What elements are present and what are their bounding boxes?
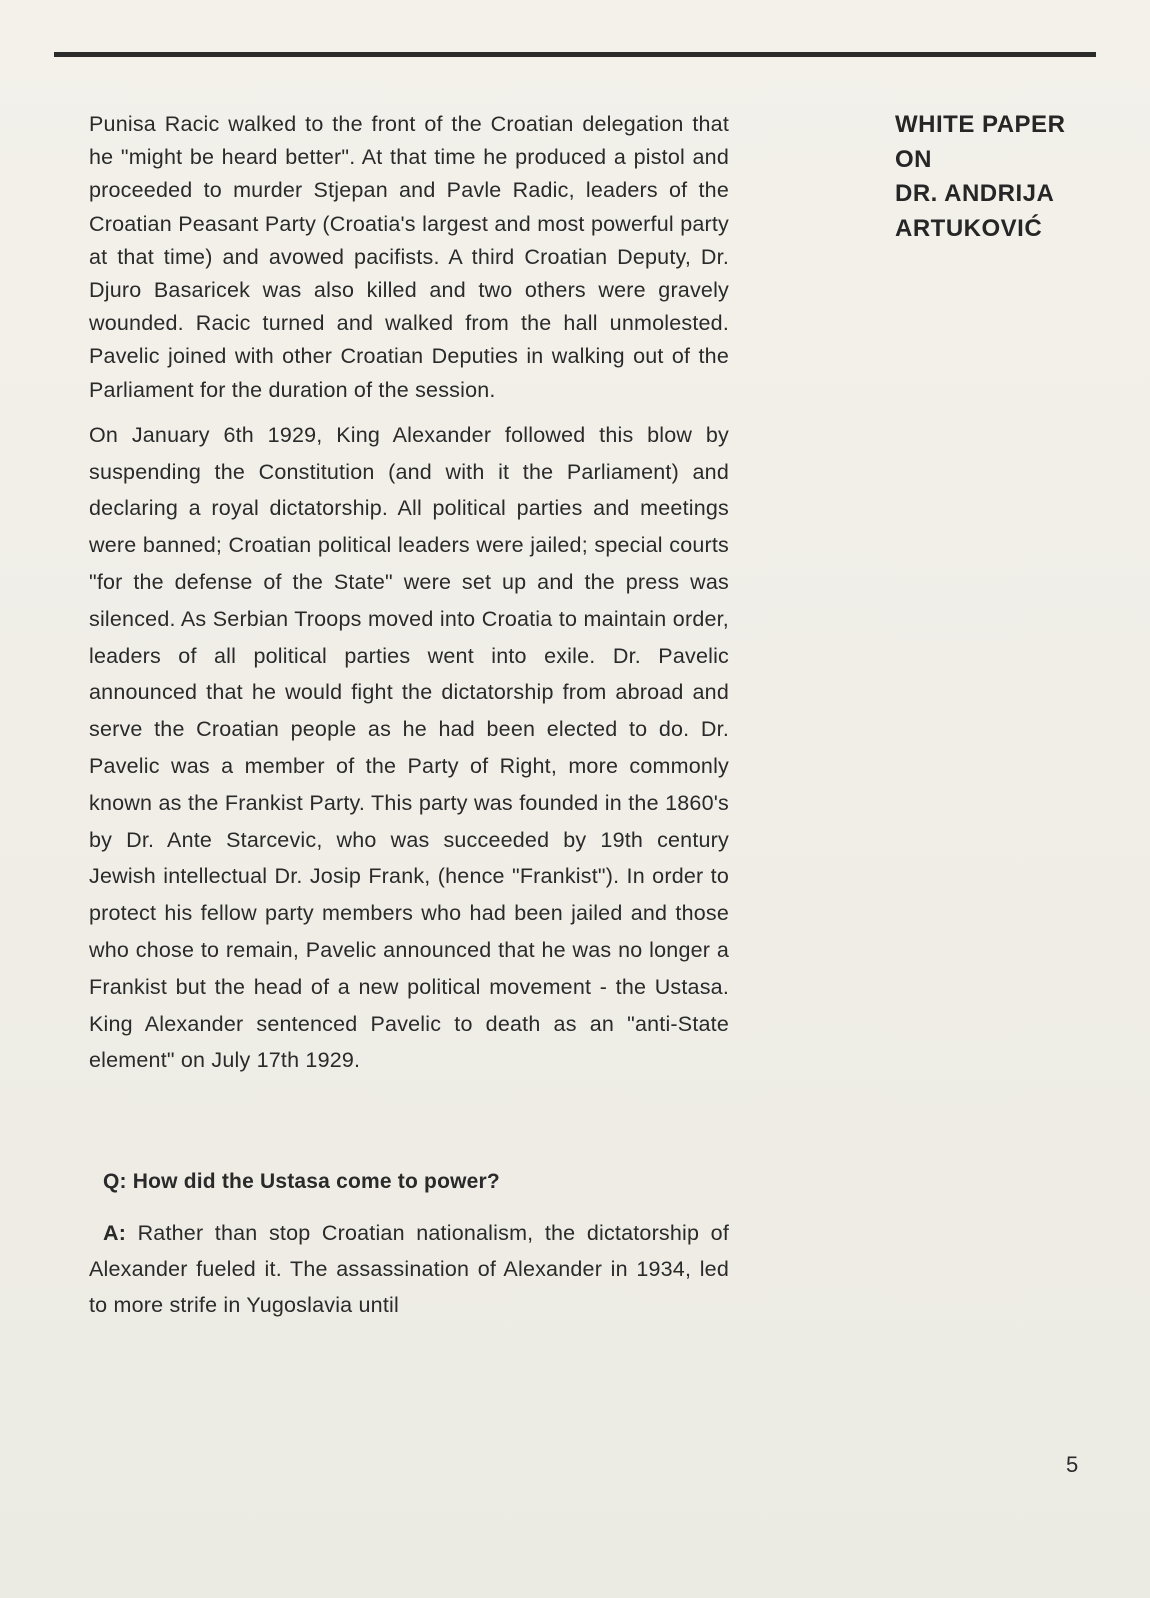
side-title-line-4: ARTUKOVIĆ (895, 214, 1043, 242)
question-heading: Q: How did the Ustasa come to power? (103, 1170, 500, 1194)
side-title (895, 108, 1135, 246)
answer-paragraph (89, 1215, 729, 1323)
top-horizontal-rule (54, 52, 1096, 57)
answer-label: A: (103, 1221, 127, 1246)
side-title-line-3: DR. ANDRIJA (895, 180, 1055, 207)
paragraph-assassination: Punisa Racic walked to the front of the Croatian delegation that he "might be heard better". At that time he produced a pistol and proceeded to murder Stjepan and Pavle Radic, leaders of the Croatian Peasant Party (Croatia's largest and most powerful party at that time) and avowed pacifists. A third Croatian Deputy, Dr. Djuro Basaricek was also killed and two others were gravely wounded. Racic turned and walked from the hall unmolested. Pavelic joined with other Croatian Deputies in walking out of the Parliament for the duration of the session. (89, 112, 729, 402)
main-text-column (89, 108, 729, 1323)
side-title-line-2: ON (895, 145, 932, 173)
answer-text: Rather than stop Croatian nationalism, the dictatorship of Alexander fueled it. The assassination of Alexander in 1934, led to more strife in Yugoslavia until (89, 1221, 729, 1318)
paragraph-dictatorship: On January 6th 1929, King Alexander followed this blow by suspending the Constitution (and with it the Parliament) and declaring a royal dictatorship. All political parties and meetings were banned; Croatian political leaders were jailed; special courts "for the defense of the State" were set up and the press was silenced. As Serbian Troops moved into Croatia to maintain order, leaders of all political parties went into exile. Dr. Pavelic announced that he would fight the dictatorship from abroad and serve the Croatian people as he had been elected to do. Dr. Pavelic was a member of the Party of Right, more commonly known as the Frankist Party. This party was founded in the 1860's by Dr. Ante Starcevic, who was succeeded by 19th century Jewish intellectual Dr. Josip Frank, (hence "Frankist"). In order to protect his fellow party members who had been jailed and those who chose to remain, Pavelic announced that he was no longer a Frankist but the head of a new political movement - the Ustasa. King Alexander sentenced Pavelic to death as an "anti-State element" on July 17th 1929. (89, 422, 729, 1073)
page-number: 5 (1066, 1452, 1079, 1477)
side-title-line-1: WHITE PAPER (895, 111, 1066, 138)
